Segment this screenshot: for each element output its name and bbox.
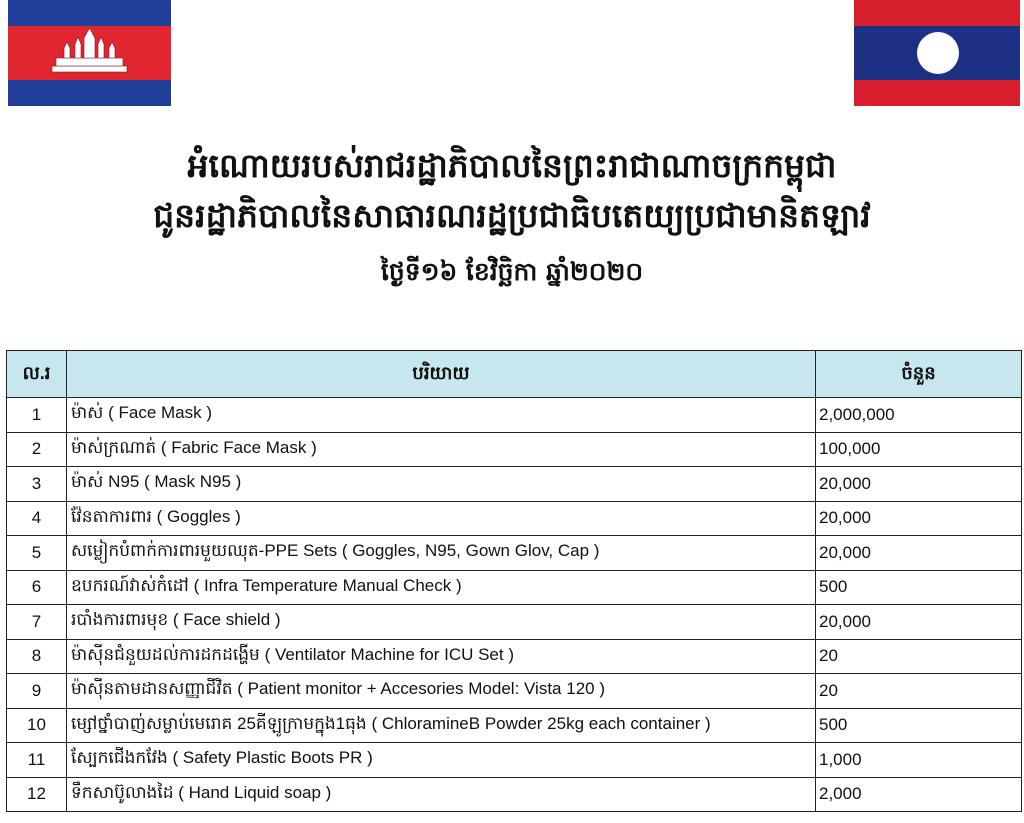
table-header-row (7, 351, 1022, 398)
row-quantity: 20,000 (816, 605, 1022, 640)
title-line-2: ជូនរដ្ឋាភិបាលនៃសាធារណរដ្ឋប្រជាធិបតេយ្យប្រជាមានិតឡាវ (153, 196, 871, 235)
row-quantity: 2,000,000 (816, 398, 1022, 433)
row-description: ម៉ាស់ ( Face Mask ) (67, 398, 816, 433)
row-no: 4 (7, 501, 67, 536)
row-description: វ៉ែនតាការពារ ( Goggles ) (67, 501, 816, 536)
row-quantity: 20,000 (816, 501, 1022, 536)
row-no: 5 (7, 536, 67, 571)
row-no: 7 (7, 605, 67, 640)
row-quantity: 1,000 (816, 743, 1022, 778)
donation-table (6, 350, 1022, 812)
row-no: 6 (7, 570, 67, 605)
row-quantity: 20,000 (816, 536, 1022, 571)
title-date: ថ្ងៃទី១៦ ខែវិច្ឆិកា ឆ្នាំ២០២០ (380, 257, 644, 286)
row-no: 3 (7, 467, 67, 502)
table-row (7, 708, 1022, 743)
row-description: ម៉ាស៊ីនជំនួយដល់ការដកដង្ហើម ( Ventilator Machine for ICU Set ) (67, 639, 816, 674)
cambodia-flag (8, 0, 171, 106)
row-quantity: 20,000 (816, 467, 1022, 502)
row-no: 8 (7, 639, 67, 674)
table-row (7, 398, 1022, 433)
row-quantity: 20 (816, 674, 1022, 709)
title-line-1: អំណោយរបស់រាជរដ្ឋាភិបាលនៃព្រះរាជាណាចក្រកម្ពុជា (187, 146, 837, 185)
row-description: ម៉ាស់ក្រណាត់ ( Fabric Face Mask ) (67, 432, 816, 467)
laos-flag (854, 0, 1020, 106)
row-no: 11 (7, 743, 67, 778)
row-description: ស្បែកជើងកវែង ( Safety Plastic Boots PR ) (67, 743, 816, 778)
table-row (7, 467, 1022, 502)
row-quantity: 500 (816, 570, 1022, 605)
row-quantity: 20 (816, 639, 1022, 674)
table-row (7, 674, 1022, 709)
row-no: 1 (7, 398, 67, 433)
table-row (7, 743, 1022, 778)
header-quantity: ចំនួន (816, 351, 1022, 398)
row-description: ម្សៅថ្នាំបាញ់សម្លាប់មេរោគ 25គីឡូក្រាមក្នុង1ធុង ( ChloramineB Powder 25kg each container ) (67, 708, 816, 743)
row-description: ម៉ាស់ N95 ( Mask N95 ) (67, 467, 816, 502)
header-description: បរិយាយ (67, 351, 816, 398)
row-quantity: 500 (816, 708, 1022, 743)
row-quantity: 100,000 (816, 432, 1022, 467)
table-row (7, 536, 1022, 571)
row-quantity: 2,000 (816, 777, 1022, 812)
row-no: 12 (7, 777, 67, 812)
row-no: 10 (7, 708, 67, 743)
row-no: 2 (7, 432, 67, 467)
row-description: សម្លៀកបំពាក់ការពារមួយឈុត-PPE Sets ( Goggles, N95, Gown Glov, Cap ) (67, 536, 816, 571)
header-no: ល.រ (7, 351, 67, 398)
row-no: 9 (7, 674, 67, 709)
table-row (7, 777, 1022, 812)
row-description: ទឹកសាប៊ូលាងដៃ ( Hand Liquid soap ) (67, 777, 816, 812)
table-row (7, 501, 1022, 536)
table-row (7, 605, 1022, 640)
row-description: របាំងការពារមុខ ( Face shield ) (67, 605, 816, 640)
row-description: ម៉ាស៊ីនតាមដានសញ្ញាជីវិត ( Patient monitor + Accesories Model: Vista 120 ) (67, 674, 816, 709)
table-row (7, 570, 1022, 605)
row-description: ឧបករណ៍វាស់កំដៅ ( Infra Temperature Manual Check ) (67, 570, 816, 605)
table-row (7, 639, 1022, 674)
table-row (7, 432, 1022, 467)
